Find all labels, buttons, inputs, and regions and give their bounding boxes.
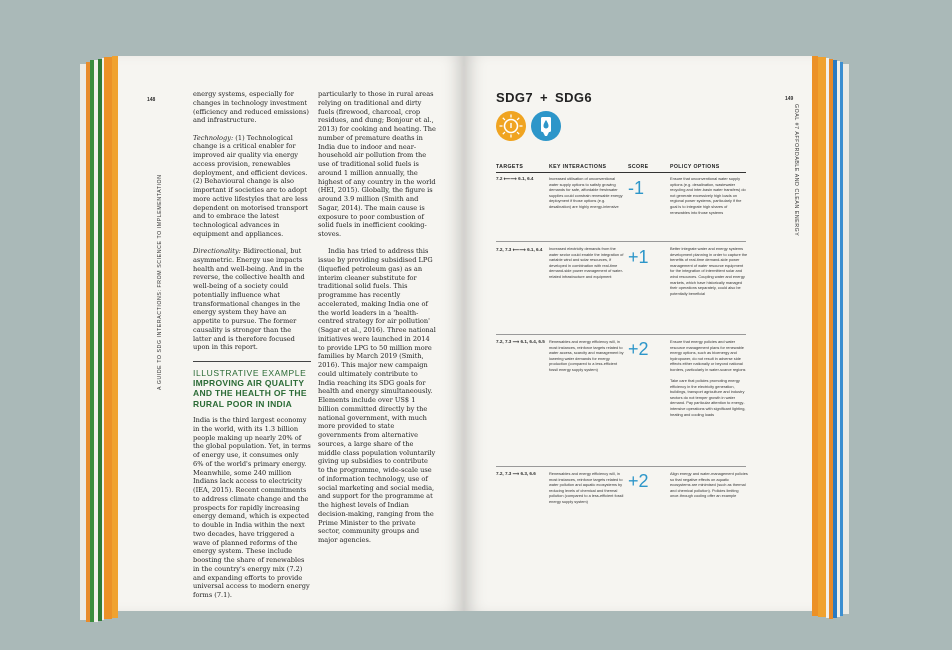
header-key-interactions: KEY INTERACTIONS [549,164,607,170]
row-score: +2 [628,339,649,359]
row-target: 7.2 ⟵⟶ 6.1, 6.4 [496,176,534,181]
right-stripe-orange-2 [818,57,826,617]
plus-sign: + [540,90,549,105]
header-score: SCORE [628,164,649,170]
row-policy: Ensure that unconventional water supply options (e.g. desalination, wastewater recycling and inter-basin water transfers) do not generate excessively high loads on regional power systems, particularly if the goal is to integrate high shares of renewables into those systems [670,176,746,215]
row-policy: Align energy and water-management policies so that negative effects on aquatic ecosystems are minimised (such as thermal and chemical pollution). Policies limiting once-through cooling offer an example [670,471,748,499]
sun-energy-icon [496,111,526,141]
right-page-number: 149 [785,96,794,102]
paragraph: Technology: (1) Technological change is a critical enabler for improved air quality via energy access provision, renewables deployment, and efficient devices. (2) Behavioural change is also important if societies are to adopt more active lifestyles that are less dependent on motorised transport and to embrace the latest technological advances in equipment and appliances. [193,133,308,238]
arrow-icon: ⟶ [512,471,520,476]
header-rule [496,172,746,173]
arrow-icon: ⟵⟶ [503,176,517,181]
paragraph: energy systems, especially for changes in technology investment (efficiency and reduced emissions) and infrastructure. [193,90,309,125]
row-target: 7.2, 7.3 ⟵⟶ 6.1, 6.4 [496,247,543,252]
left-column-1 [193,90,311,608]
row-rule [496,334,746,335]
example-title: IMPROVING AIR QUALITY AND THE HEALTH OF THE RURAL POOR IN INDIA [193,377,307,409]
left-page-number: 148 [147,97,156,103]
header-targets: TARGETS [496,164,524,170]
row-interaction: Increased utilisation of unconventional water supply options to satisfy growing demands for safe, affordable freshwater supplies could constrain renewable energy deployment if those options (e.g. desalination) are highly energy-intensive [549,176,623,209]
paragraph: particularly to those in rural areas relying on traditional and dirty fuels (firewood, charcoal, crop residues, and dung; Bonjour et al., 2013) for cooking and heating. The number of premature deaths in India due to indoor and near-household air pollution from the use of traditional solid fuels is around 1 million annually, the highest of any country in the world (HEI, 2015). Globally, the figure is around 3.9 million (Smith and Sagar, 2014). The main cause is exposure to poor combustion of solid fuels in inefficient cooking-stoves. [318,90,436,238]
arrow-icon: ⟶ [512,339,520,344]
row-policy: Ensure that energy policies and water resource management plans for renewable energy options, such as bioenergy and hydropower, do not result in adverse side effects either nationally or beyond national borders, particularly in water-scarce regions Take care that policies promoting energy efficiency in the electricity generation, buildings, transport agriculture and industry sectors do not temper growth in water demand. Pay particular attention to energy-intensive operations with significant lighting, heating and cooling loads [670,339,746,417]
example-label: ILLUSTRATIVE EXAMPLE [193,367,307,378]
right-stripe-white-3 [843,64,849,614]
left-column-2 [318,90,436,553]
arrow-icon: ⟵⟶ [512,247,526,252]
sdg7-label: SDG7 [496,90,534,105]
row-interaction: Renewables and energy efficiency will, in most instances, reinforce targets related to water pollution and aquatic ecosystems by reducing levels of chemical and thermal pollution (compared to a less-efficient fossil energy supply system) [549,471,624,504]
water-drop-icon [531,111,561,141]
paragraph: India is the third largest economy in the world, with its 1.3 billion people making up nearly 20% of the global population. Yet, in terms of energy use, it consumes only 6% of the world's primary energy. Meanwhile, some 240 million Indians lack access to electricity (IEA, 2015). Recent commitments to address climate change and the prospects for rapidly increasing energy demand, which is expected to double in India within the next two decades, have triggered a wave of planned reforms of the energy system. These include boosting the share of renewables in the country's energy mix (7.2) and expanding efforts to provide universal access to modern energy forms (7.1). [193,416,311,599]
right-running-head: GOAL #7 AFFORDABLE AND CLEAN ENERGY [793,104,799,237]
row-interaction: Increased electricity demands from the water sector could enable the integration of variable wind and solar resources, if developed in combination with real-time demand-side power management of water-related infrastructure and equipment [549,246,624,279]
left-running-head: A GUIDE TO SDG INTERACTIONS: FROM SCIENCE TO IMPLEMENTATION [157,174,163,390]
row-interaction: Renewables and energy efficiency will, in most instances, reinforce targets related to water access, scarcity and management by lowering water demands for energy production (compared to a less-efficient fossil energy supply system) [549,339,624,372]
row-rule [496,241,746,242]
sdg-title [496,90,592,105]
divider [193,361,311,362]
row-target: 7.2, 7.3 ⟶ 6.3, 6.6 [496,471,536,476]
header-policy-options: POLICY OPTIONS [670,164,720,170]
left-stripe-orange-2 [104,57,112,619]
paragraph: Directionality: Bidirectional, but asymmetric. Energy use impacts health and well-being. And in the reverse, the collective health and well-being of a society could potentially influence what transformational changes in the energy system they have an appetite to pursue. The former causality is stronger than the latter and is therefore focused upon in this report. [193,247,305,352]
paragraph: India has tried to address this issue by providing subsidised LPG (liquefied petroleum gas) as an interim cleaner substitute for traditional solid fuels. This programme has recently accelerated, making India one of the world leaders in a 'health-centred strategy for air pollution' (Sagar et al., 2016). Three national initiatives were launched in 2014 to provide LPG to 50 million more families by March 2019 (Smith, 2016). This major new campaign could ultimately contribute to India reaching its SDG goals for health and energy simultaneously. Elements include over US$ 1 billion committed directly by the national government, with much more provided to state governments from alternative sources, a large share of the middle class population voluntarily giving up subsidies to contribute to the programme, wide-scale use of information technology, use of social marketing and social media, and support for the programme at the highest levels of Indian decision-making, ranging from the Prime Minister to the private sector, community groups and major agencies. [318,247,436,544]
row-score: +2 [628,471,649,491]
label-directionality: Directionality: [193,247,241,255]
row-score: +1 [628,247,649,267]
sdg6-label: SDG6 [555,90,593,105]
label-technology: Technology: [193,133,234,142]
row-target: 7.2, 7.3 ⟶ 6.1, 6.4, 6.5 [496,339,545,344]
row-policy: Better integrate water and energy systems development planning in order to capture the benefits of real-time demand-side power management of water resource equipment for the integration of intermittent solar and wind resources. Coupling water and energy markets, which have historically managed their operations separately, could also be potentially beneficial [670,246,748,296]
row-score: -1 [628,178,645,198]
row-rule [496,466,746,467]
